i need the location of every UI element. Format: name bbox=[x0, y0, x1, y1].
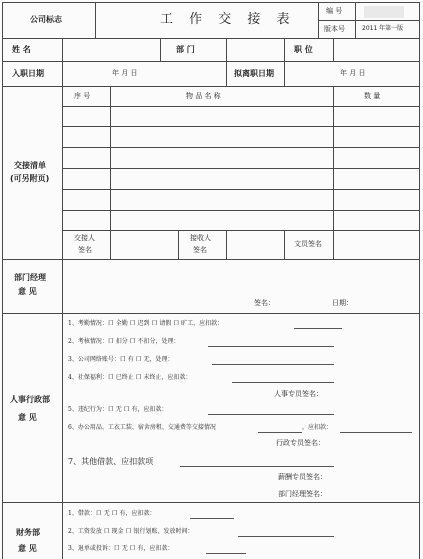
hr-item-office-supplies: 6、办公用品、工衣工装、宿舍房租、交通费等交接情况 bbox=[68, 424, 216, 431]
col-quantity-header: 数 量 bbox=[364, 92, 381, 100]
leave-date-label: 拟离职日期 bbox=[234, 69, 274, 78]
loan-deduction-line bbox=[190, 518, 234, 519]
admin-clerk-sign-label: 行政专员签名： bbox=[276, 439, 325, 447]
position-label: 职 位 bbox=[294, 45, 313, 54]
receiver-sign-label: 接收人 bbox=[190, 234, 211, 242]
finance-item-complaints: 3、退单或投诉：口 无 口 有，应扣款： bbox=[68, 545, 174, 552]
number-value-redacted bbox=[364, 6, 404, 18]
hr-item-office-supplies-tail: ，应扣款： bbox=[302, 424, 333, 431]
handover-section-label: 交接清单 bbox=[14, 161, 46, 170]
dept-label: 部 门 bbox=[176, 45, 195, 54]
hr-item-other-deductions: 7、其他借款、应扣款项 bbox=[68, 457, 154, 466]
name-label: 姓 名 bbox=[12, 45, 31, 54]
hr-item-social-insurance: 4、社保福利：口 已终止 口 未终止，应扣款： bbox=[68, 374, 192, 381]
insurance-deduction-line bbox=[232, 382, 334, 383]
hr-item-discipline: 5、违纪行为：口 无 口 有，应扣款： bbox=[68, 406, 168, 413]
entry-date-label: 入职日期 bbox=[12, 69, 44, 78]
hr-item-assessment: 2、考核情况：口 扣分 口 不扣分，处理： bbox=[68, 338, 180, 345]
clerk-sign-label: 文员签名 bbox=[294, 240, 322, 248]
number-label: 编 号 bbox=[326, 7, 343, 15]
hr-manager-sign-label: 部门经理签名： bbox=[278, 490, 327, 498]
col-item-header: 物 品 名 称 bbox=[186, 92, 221, 100]
hr-clerk-sign-label: 人事专员签名： bbox=[274, 390, 323, 398]
supplies-status-line bbox=[258, 432, 302, 433]
giver-sign-label-2: 签名 bbox=[78, 246, 92, 254]
complaints-deduction-line bbox=[206, 553, 246, 554]
form-title: 工 作 交 接 表 bbox=[160, 12, 296, 27]
manager-sign-label: 签名： bbox=[254, 299, 275, 307]
receiver-sign-label-2: 签名 bbox=[193, 246, 207, 254]
manager-section-label: 部门经理 bbox=[14, 273, 46, 282]
entry-date-value: 年 月 日 bbox=[112, 69, 138, 77]
assessment-handling-line bbox=[208, 346, 334, 347]
network-handling-line bbox=[212, 364, 334, 365]
supplies-deduction-line bbox=[340, 432, 412, 433]
hr-opinion-label: 意 见 bbox=[18, 413, 37, 422]
other-deductions-line bbox=[180, 466, 334, 467]
manager-date-label: 日期： bbox=[332, 299, 353, 307]
finance-item-salary: 2、工资发放 口 现金 口 银行划账、发放时间： bbox=[68, 528, 194, 535]
leave-date-value: 年 月 日 bbox=[340, 69, 366, 77]
finance-section-label: 财务部 bbox=[16, 528, 40, 537]
manager-opinion-label: 意 见 bbox=[18, 287, 37, 296]
hr-item-attendance: 1、考勤情况：口 全勤 口 迟到 口 请假 口 旷工，应扣款： bbox=[68, 320, 224, 327]
company-logo-label: 公司标志 bbox=[30, 15, 62, 24]
hr-section-label: 人事行政部 bbox=[10, 395, 50, 404]
discipline-deduction-line bbox=[208, 414, 334, 415]
payroll-clerk-sign-label: 薪酬专员签名： bbox=[278, 473, 327, 481]
attendance-deduction-line bbox=[294, 328, 342, 329]
giver-sign-label: 交接人 bbox=[74, 234, 95, 242]
version-value: 2011 年第一版 bbox=[362, 25, 404, 32]
col-number-header: 序 号 bbox=[74, 92, 91, 100]
finance-opinion-label: 意 见 bbox=[18, 544, 37, 553]
salary-time-line bbox=[238, 536, 334, 537]
hr-item-network-account: 3、公司网络账号：口 有 口 无，处理： bbox=[68, 356, 174, 363]
handover-section-note: (可另附页) bbox=[10, 174, 50, 183]
version-label: 版本号 bbox=[324, 25, 345, 33]
finance-item-loan: 1、借款：口 无 口 有，应扣款： bbox=[68, 510, 156, 517]
